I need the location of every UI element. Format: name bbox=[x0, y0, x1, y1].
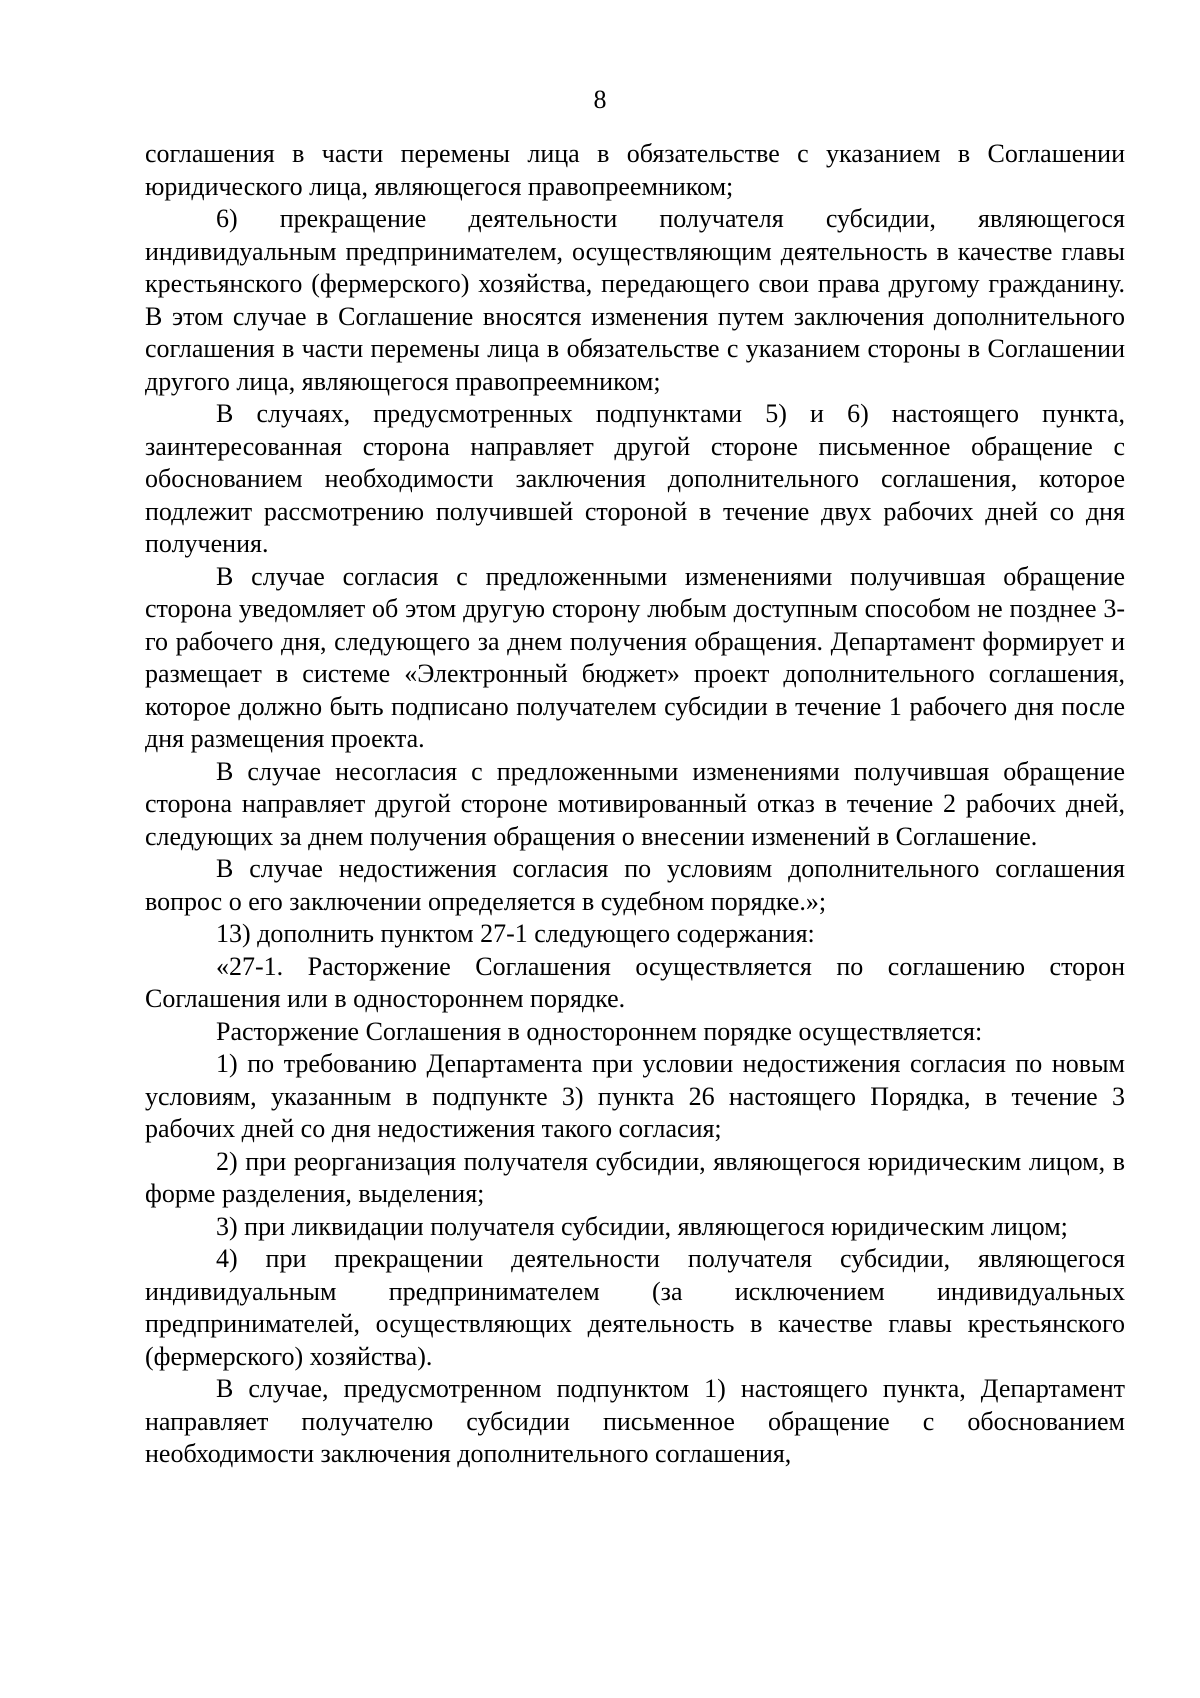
paragraph-sub-3: 3) при ликвидации получателя субсидии, являющегося юридическим лицом; bbox=[216, 1211, 1068, 1241]
paragraph-no-agreement: В случае недостижения согласия по условиям дополнительного соглашения вопрос о его заключении определяется в судебном порядке.»; bbox=[145, 854, 1125, 916]
paragraph-continuation: соглашения в части перемены лица в обязательстве с указанием в Соглашении юридического лица, являющегося правопреемником; bbox=[145, 139, 1125, 201]
paragraph-27-1: «27-1. Расторжение Соглашения осуществляется по соглашению сторон Соглашения или в одностороннем порядке. bbox=[145, 951, 1125, 1013]
paragraph-sub-1: 1) по требованию Департамента при условии недостижения согласия по новым условиям, указанным в подпункте 3) пункта 26 настоящего Порядка, в течение 3 рабочих дней со дня недостижения такого согласия; bbox=[145, 1049, 1125, 1143]
paragraph-cases-5-6: В случаях, предусмотренных подпунктами 5) и 6) настоящего пункта, заинтересованная сторона направляет другой стороне письменное обращение с обоснованием необходимости заключения дополнительного соглашения, которое подлежит рассмотрению получившей стороной в течение двух рабочих дней со дня получения. bbox=[145, 399, 1125, 558]
paragraph-item-6: 6) прекращение деятельности получателя субсидии, являющегося индивидуальным предпринимателем, осуществляющим деятельность в качестве главы крестьянского (фермерского) хозяйства, передающего свои права другому гражданину. В этом случае в Соглашение вносятся изменения путем заключения дополнительного соглашения в части перемены лица в обязательстве с указанием стороны в Соглашении другого лица, являющегося правопреемником; bbox=[145, 204, 1125, 396]
paragraph-item-13: 13) дополнить пунктом 27-1 следующего содержания: bbox=[216, 919, 815, 948]
paragraph-dissent: В случае несогласия с предложенными изменениями получившая обращение сторона направляет другой стороне мотивированный отказ в течение 2 рабочих дней, следующих за днем получения обращения о внесении изменений в Соглашение. bbox=[145, 756, 1125, 851]
paragraph-consent: В случае согласия с предложенными изменениями получившая обращение сторона уведомляет об этом другую сторону любым доступным способом не позднее 3-го рабочего дня, следующего за днем получения обращения. Департамент формирует и размещает в системе «Электронный бюджет» проект дополнительного соглашения, которое должно быть подписано получателем субсидии в течение 1 рабочего дня после дня размещения проекта. bbox=[145, 561, 1125, 753]
paragraph-unilateral: Расторжение Соглашения в одностороннем порядке осуществляется: bbox=[216, 1016, 983, 1046]
paragraph-case-sub-1: В случае, предусмотренном подпунктом 1) настоящего пункта, Департамент направляет получателю субсидии письменное обращение с обоснованием необходимости заключения дополнительного соглашения, bbox=[145, 1374, 1125, 1468]
page-number: 8 bbox=[593, 85, 607, 114]
document-body bbox=[145, 138, 1125, 1471]
paragraph-sub-4: 4) при прекращении деятельности получателя субсидии, являющегося индивидуальным предпринимателем (за исключением индивидуальных предпринимателей, осуществляющих деятельность в качестве главы крестьянского (фермерского) хозяйства). bbox=[145, 1244, 1125, 1371]
paragraph-sub-2: 2) при реорганизация получателя субсидии, являющегося юридическим лицом, в форме разделения, выделения; bbox=[145, 1146, 1125, 1208]
